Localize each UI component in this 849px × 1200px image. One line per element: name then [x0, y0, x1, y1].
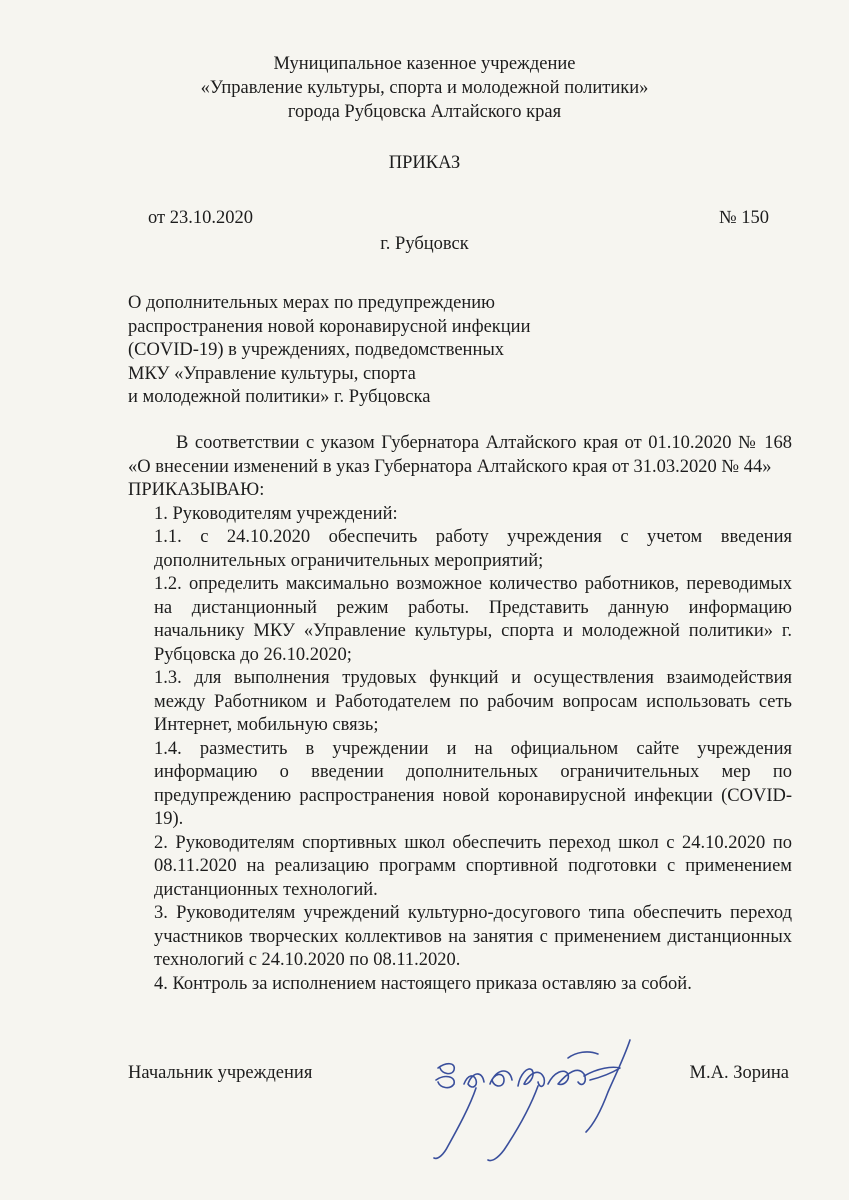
document-body	[128, 432, 792, 996]
subject-line: МКУ «Управление культуры, спорта	[128, 363, 416, 384]
handwritten-signature	[398, 1028, 668, 1163]
header-line-2: «Управление культуры, спорта и молодежной политики»	[200, 78, 649, 98]
item-1-3: 1.3. для выполнения трудовых функций и осуществления взаимодействия между Работником и Работодателем по рабочим вопросам использовать сеть Интернет, мобильную связь;	[154, 668, 792, 735]
subject-line: распространения новой коронавирусной инфекции	[128, 316, 531, 337]
signer-name: М.А. Зорина	[689, 1063, 789, 1083]
document-subject	[128, 292, 588, 410]
subject-line: О дополнительных мерах по предупреждению	[128, 293, 495, 313]
item-1-2: 1.2. определить максимально возможное количество работников, переводимых на дистанционный режим работы. Представить данную информацию начальнику МКУ «Управление культуры, спорта и молодежной политики» г. Рубцовска до 26.10.2020;	[154, 574, 792, 665]
subject-line: и молодежной политики» г. Рубцовска	[128, 387, 431, 407]
preamble-paragraph: В соответствии с указом Губернатора Алтайского края от 01.10.2020 № 168 «О внесении изменений в указ Губернатора Алтайского края от 31.03.2020 № 44»	[128, 433, 792, 477]
header-line-1: Муниципальное казенное учреждение	[273, 54, 576, 74]
document-title: ПРИКАЗ	[388, 153, 461, 173]
item-1-1: 1.1. с 24.10.2020 обеспечить работу учреждения с учетом введения дополнительных ограничительных мероприятий;	[154, 527, 792, 571]
order-word: ПРИКАЗЫВАЮ:	[128, 480, 265, 500]
item-3: 3. Руководителям учреждений культурно-досугового типа обеспечить переход участников творческих коллективов на занятия с применением дистанционных технологий с 24.10.2020 по 08.11.2020.	[154, 903, 792, 970]
header-line-3: города Рубцовска Алтайского края	[287, 102, 562, 122]
organization-header	[0, 52, 849, 124]
item-1: 1. Руководителям учреждений:	[154, 503, 398, 524]
signer-position: Начальник учреждения	[128, 1063, 313, 1083]
item-4: 4. Контроль за исполнением настоящего приказа оставляю за собой.	[154, 973, 692, 994]
document-date: от 23.10.2020	[148, 208, 253, 228]
item-2: 2. Руководителям спортивных школ обеспечить переход школ с 24.10.2020 по 08.11.2020 на реализацию программ спортивной подготовки с применением дистанционных технологий.	[154, 832, 792, 900]
item-1-4: 1.4. разместить в учреждении и на официальном сайте учреждения информацию о введении дополнительных ограничительных мер по предупреждению распространения новой коронавирусной инфекции (COVID-19).	[154, 738, 792, 829]
document-number: № 150	[718, 208, 769, 228]
subject-line: (COVID-19) в учреждениях, подведомственных	[128, 340, 505, 360]
document-city: г. Рубцовск	[380, 234, 469, 254]
